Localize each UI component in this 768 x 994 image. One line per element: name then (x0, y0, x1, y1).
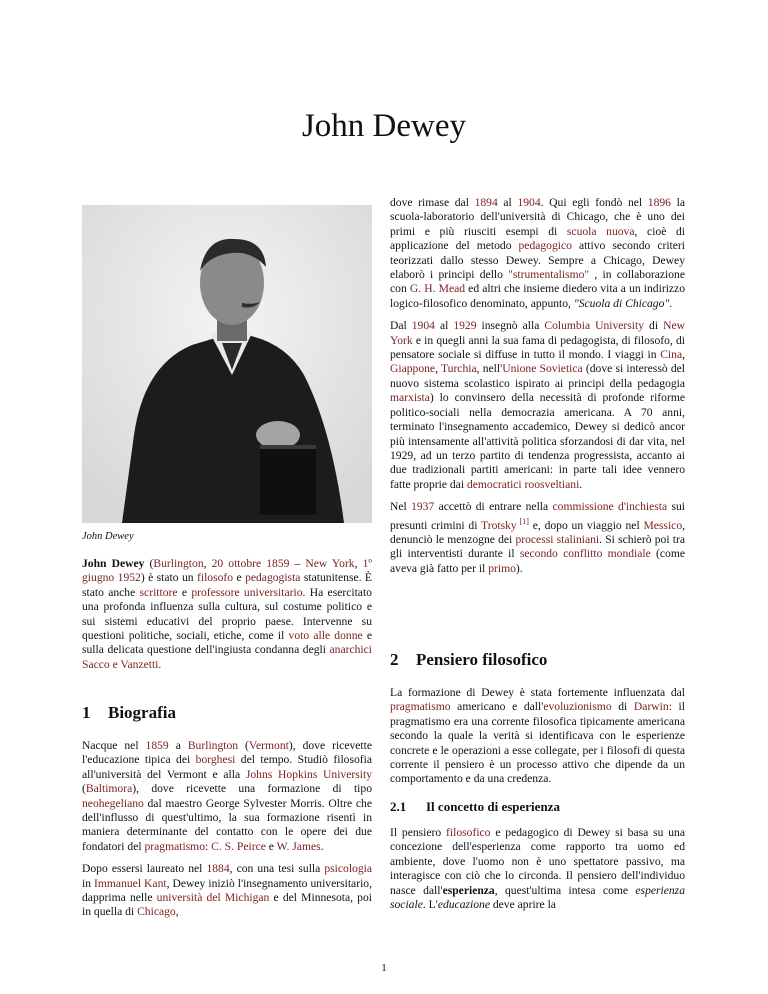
text-run: di (611, 700, 634, 714)
inline-link[interactable]: Messico (643, 518, 683, 532)
bold-text: esperienza (442, 883, 495, 897)
text-run: . Ha esercitato una profonda influenza sulla cultura, sul costume politico e sui sistemi educativi del proprio paese. Intervenne su questioni politiche, sociali, etiche, come il (82, 585, 372, 643)
inline-link[interactable]: università del Michigan (156, 891, 270, 905)
section-number: 2 (390, 650, 399, 669)
text-run: e sulla delicata questione dell'ingiusta condanna degli (82, 629, 372, 657)
inline-link[interactable]: secondo conflitto mondiale (519, 547, 651, 561)
text-run: , in collaborazione con (390, 268, 685, 296)
inline-link[interactable]: Baltimora (85, 782, 133, 796)
chicago-paragraph (390, 196, 685, 311)
inline-link[interactable]: "strumentalismo" (508, 268, 590, 282)
section-heading-biografia (82, 703, 176, 723)
text-run: statunitense. È stato anche (82, 571, 373, 599)
inline-link[interactable]: Johns Hopkins University (245, 767, 372, 781)
inline-link[interactable]: 1937 (411, 500, 435, 514)
text-run: (dove si interessò del nuovo sistema scolastico ispirato ai principi della pedagogia (390, 362, 685, 390)
inline-link[interactable]: 1904 (517, 196, 541, 209)
italic-text: "Scuola di Chicago" (573, 296, 670, 310)
inline-link[interactable]: democratici roosveltiani (466, 477, 580, 491)
text-run: sui presunti crimini di (390, 500, 685, 532)
text-run: e, dopo un viaggio nel (528, 518, 644, 532)
text-run: accettò di entrare nella (434, 500, 553, 514)
inline-link[interactable]: pragmatismo (144, 839, 206, 853)
inline-link[interactable]: pragmatismo (390, 700, 451, 714)
inline-link[interactable]: Chicago (137, 905, 176, 919)
inline-link[interactable]: filosofico (446, 826, 491, 839)
text-run: , Dewey iniziò l'insegnamento universitario, dapprima nelle (82, 876, 372, 905)
text-run: , nell' (476, 362, 503, 376)
inline-link[interactable]: W. James (276, 839, 321, 853)
text-run: , cioè di applicazione del metodo (390, 224, 686, 253)
inline-link[interactable]: anarchici (329, 643, 372, 657)
trotsky-paragraph (390, 500, 685, 576)
text-run: , denunciò le menzogne dei (390, 518, 686, 546)
inline-link[interactable]: Giappone (390, 362, 436, 376)
pensiero-paragraph (390, 686, 685, 787)
inline-link[interactable]: Immanuel Kant (94, 876, 167, 890)
text-run: e (177, 585, 192, 599)
text-run: al (497, 196, 518, 209)
text-run: (come aveva già fatto per il (390, 547, 686, 575)
text-run: americano e dall' (450, 700, 544, 714)
text-run: ed altri che insieme diedero vita a un indirizzo logico-filosofico denominato, appunto, (390, 282, 685, 310)
inline-link[interactable]: Columbia University (544, 319, 645, 333)
inline-link[interactable]: pedagogista (245, 571, 301, 585)
text-run: ), dove ricevette una formazione di tipo (132, 782, 372, 796)
inline-link[interactable]: G. H. Mead (409, 282, 466, 296)
intro-paragraph (82, 557, 372, 680)
columbia-paragraph (390, 319, 685, 492)
biografia-paragraph-1 (82, 739, 372, 854)
inline-link[interactable]: Burlington (153, 557, 204, 570)
text-run: dal maestro George Sylvester Morris. Oltre che dell'influsso di quest'ultimo, la sua formazione risentì in maniera determinante del contatto con le opere dei due fondatori del (82, 796, 372, 853)
intro-text (82, 557, 372, 672)
text-run: , (435, 362, 441, 376)
text-run: e in quegli anni la sua fama di pedagogista, di filosofo, di pensatore sociale si diffuse in tutto il mondo. I viaggi in (390, 333, 685, 362)
subsection-title: Il concetto di esperienza (426, 799, 560, 814)
inline-link[interactable]: commissione d'inchiesta (552, 500, 668, 514)
text-run: deve aprire la (489, 898, 556, 912)
section-title: Biografia (108, 703, 176, 722)
text-run: e (233, 571, 246, 585)
inline-link[interactable]: Sacco e Vanzetti (82, 657, 159, 671)
section-number: 1 (82, 703, 91, 722)
biografia-paragraph-2 (82, 862, 372, 920)
text-run: dove rimase dal (390, 196, 475, 209)
text-run: e (265, 839, 277, 853)
inline-link[interactable]: 1904 (411, 319, 435, 333)
portrait-image (82, 205, 372, 523)
inline-link[interactable]: Turchia (440, 362, 477, 376)
inline-link[interactable]: 1859 (145, 739, 169, 752)
inline-link[interactable]: Darwin (633, 700, 669, 714)
text-run: Nacque nel (82, 739, 146, 752)
text-run: . L' (422, 898, 438, 912)
inline-link[interactable]: 1896 (647, 196, 671, 209)
text-run: : (205, 839, 212, 853)
inline-link[interactable]: marxista (390, 391, 430, 405)
subsection-number: 2.1 (390, 799, 407, 814)
inline-link[interactable]: 1859 (266, 557, 290, 570)
photo-caption: John Dewey (82, 531, 134, 542)
portrait-photo[interactable] (82, 205, 372, 523)
inline-link[interactable]: processi staliniani (515, 532, 600, 546)
inline-link[interactable]: psicologia (324, 862, 373, 876)
inline-link[interactable]: borghesi (195, 753, 236, 767)
text-run: , (354, 557, 363, 570)
bold-text: John Dewey (82, 557, 145, 570)
esperienza-body (390, 826, 685, 920)
text-run: ( (144, 557, 154, 570)
text-run: a (168, 739, 188, 752)
italic-text: esperienza sociale (390, 883, 685, 912)
text-run: , (682, 348, 685, 362)
text-run: ). (515, 561, 523, 575)
section-heading-pensiero (390, 650, 547, 670)
pensiero-body (390, 686, 685, 795)
inline-link[interactable]: Trotsky (481, 518, 517, 532)
inline-link[interactable]: pedagogico (518, 239, 572, 253)
right-column-top (390, 196, 685, 584)
text-run: : il pragmatismo era una corrente filosofica tipicamente americana secondo la quale la verità si identificava con le esperienze concrete e le operazioni a esse collegate, per i filosofi di questa corrente il pensiero è un processo attivo che dipende da un comportamento e da una credenza. (390, 700, 685, 786)
text-run: insegnò alla (476, 319, 545, 333)
text-run: , (203, 557, 212, 570)
text-run: . (158, 657, 162, 671)
text-run: , con una tesi sulla (229, 862, 325, 876)
inline-link[interactable]: New York (305, 557, 355, 570)
inline-link[interactable]: New York (390, 319, 685, 347)
inline-link[interactable]: 1º giugno (82, 557, 372, 585)
text-run: la scuola-laboratorio dell'università di Chicago, che è uno dei primi e più riusciti esempi di (390, 196, 685, 238)
text-run: . Qui egli fondò nel (540, 196, 648, 209)
inline-link[interactable]: 1884 (206, 862, 230, 876)
text-run: ) lo convinsero della necessità di profonde riforme politico-sociali nella democrazia americana. A 70 anni, terminato l'insegnamento accademico, Dewey si dedicò ancor più intensamente all'attività politica sforzandosi di dar vita, nel 1929, ad un terzo partito di tendenza progressista, accanto ai due tradizionali partiti americani: in parte tali idee vennero fatte proprie dai (390, 391, 685, 491)
footnote-ref[interactable]: [1] (516, 516, 529, 526)
text-run: ), dove ricevette l'educazione tipica dei (82, 739, 373, 767)
text-run: ( (238, 739, 249, 752)
inline-link[interactable]: voto alle donne (288, 629, 363, 643)
inline-link[interactable]: C. S. Peirce (211, 839, 266, 853)
text-run: . (320, 839, 324, 853)
text-run: al (434, 319, 454, 333)
italic-text: educazione (437, 898, 490, 912)
text-run: in (82, 876, 95, 890)
text-run: Dopo essersi laureato nel (82, 862, 207, 876)
text-run: Il pensiero (390, 826, 447, 839)
page-title: John Dewey (301, 108, 467, 144)
section-title: Pensiero filosofico (416, 650, 548, 669)
text-run: . Si schierò poi tra gli interventisti durante il (390, 532, 685, 561)
text-run: , quest'ultima intesa come (494, 883, 636, 897)
page-number: 1 (381, 962, 387, 974)
text-run: attivo secondo criteri teorizzati dallo stesso Dewey. Sempre a Chicago, Dewey elaborò i principi dello (390, 239, 685, 282)
inline-link[interactable]: professore universitario (191, 585, 303, 599)
inline-link[interactable]: scrittore (139, 585, 178, 599)
text-run: ( (82, 782, 86, 796)
text-run: Nel (390, 500, 412, 514)
subsection-heading-esperienza (390, 799, 560, 815)
text-run: e del Minnesota, poi in quella di (82, 891, 372, 919)
text-run: Dal (390, 319, 412, 333)
inline-link[interactable]: Vermont (248, 739, 289, 752)
text-run: di (644, 319, 664, 333)
inline-link[interactable]: neohegeliano (82, 796, 144, 810)
text-run: . (669, 296, 673, 310)
inline-link[interactable]: Cina (660, 348, 683, 362)
text-run: ) è stato un (140, 571, 197, 585)
inline-link[interactable]: 1929 (453, 319, 477, 333)
text-run: – (289, 557, 306, 570)
text-run: . (579, 477, 583, 491)
inline-link[interactable]: filosofo (197, 571, 234, 585)
inline-link[interactable]: evoluzionismo (543, 700, 612, 714)
text-run: e pedagogico di Dewey si basa su una concezione dell'esperienza come rapporto tra uomo ed ambiente, dove l'uomo non è uno spettatore passivo, ma interagisce con ciò che lo circonda. Il pensiero dell'individuo nasce dall' (390, 826, 686, 897)
inline-link[interactable]: scuola nuova (566, 224, 635, 238)
inline-link[interactable]: Unione Sovietica (502, 362, 583, 376)
biografia-body (82, 739, 372, 928)
inline-link[interactable]: 1952 (117, 571, 141, 585)
inline-link[interactable]: Burlington (187, 739, 239, 752)
inline-link[interactable]: 20 ottobre (211, 557, 262, 570)
inline-link[interactable]: 1894 (474, 196, 498, 209)
text-run: , (175, 905, 179, 919)
text-run: La formazione di Dewey è stata fortemente influenzata dal (390, 686, 685, 699)
esperienza-paragraph (390, 826, 685, 912)
text-run: del tempo. Studiò filosofia all'università del Vermont e alla (82, 753, 373, 781)
inline-link[interactable]: primo (488, 561, 516, 575)
